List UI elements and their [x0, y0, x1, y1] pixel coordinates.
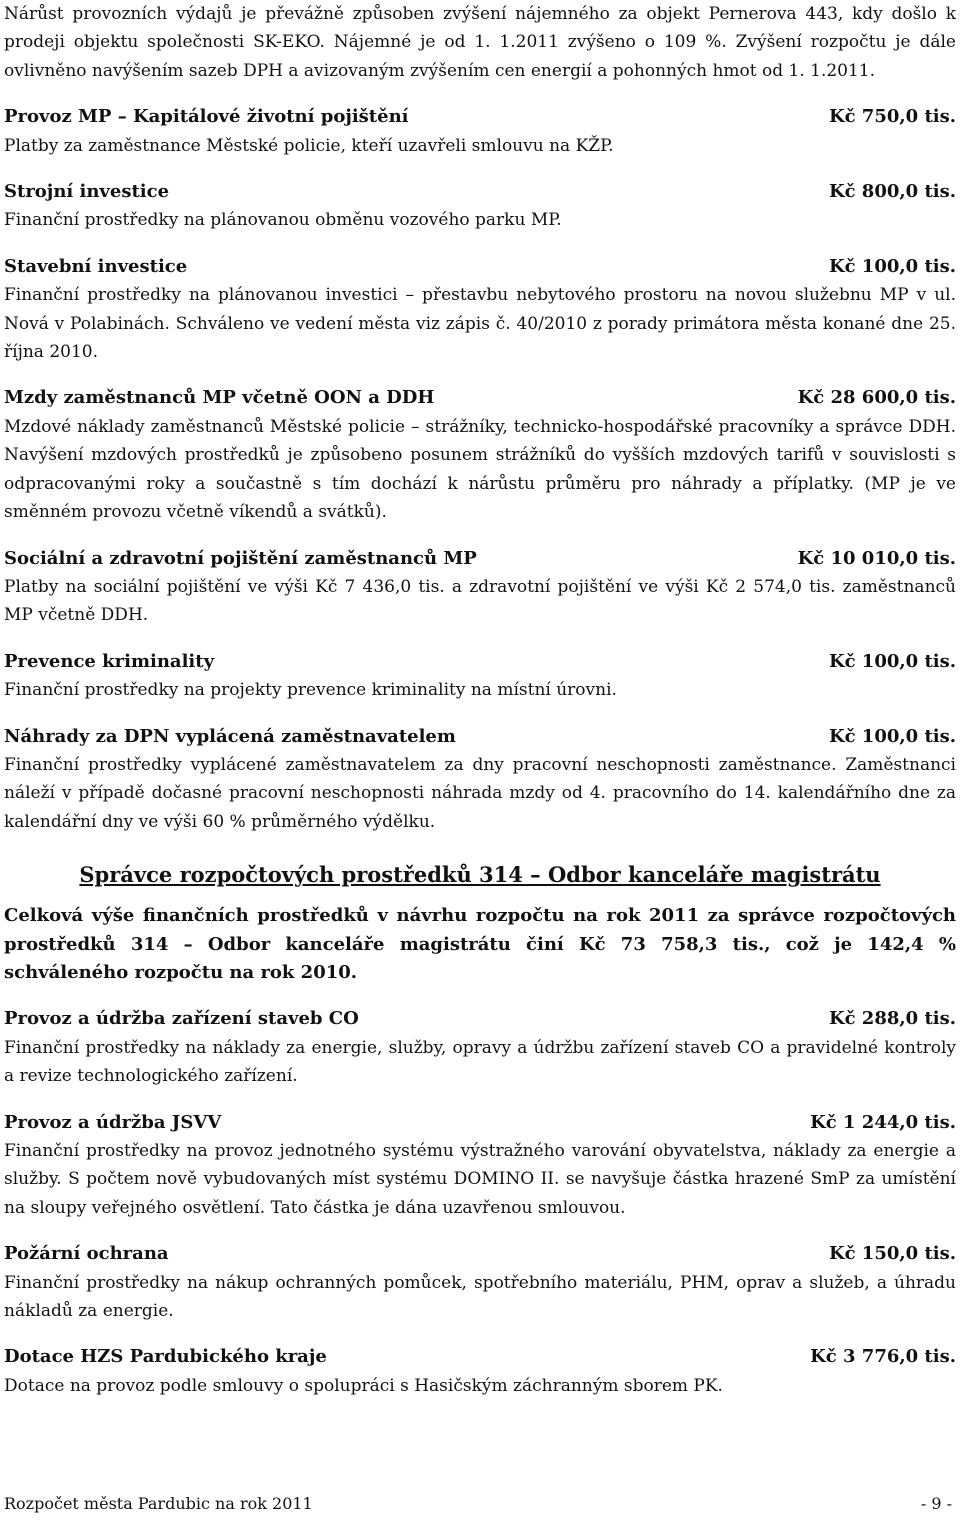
spacer [4, 987, 956, 1005]
item-title: Provoz a údržba JSVV [4, 1111, 222, 1133]
section-title: Správce rozpočtových prostředků 314 – Odbor kanceláře magistrátu [79, 862, 881, 888]
item-heading [4, 384, 956, 412]
budget-item [4, 178, 956, 235]
item-amount: Kč 3 776,0 tis. [810, 1346, 956, 1368]
spacer [4, 836, 956, 854]
item-amount: Kč 150,0 tis. [828, 1243, 956, 1265]
item-description: Finanční prostředky na projekty prevence kriminality na místní úrovni. [4, 680, 617, 701]
spacer [4, 705, 956, 723]
spacer [4, 1091, 956, 1109]
item-amount: Kč 100,0 tis. [828, 725, 956, 747]
document-page [4, 0, 956, 1400]
item-heading [4, 1240, 956, 1268]
page-number: - 9 - [920, 1494, 952, 1513]
item-title: Mzdy zaměstnanců MP včetně OON a DDH [4, 387, 435, 409]
item-amount: Kč 800,0 tis. [828, 181, 956, 203]
section-summary: Celková výše finančních prostředků v návrhu rozpočtu na rok 2011 za správce rozpočtových prostředků 314 – Odbor kanceláře magistrátu činí Kč 73 758,3 tis., což je 142,4 % schváleného rozpočtu na rok 2010. [4, 905, 956, 983]
item-amount: Kč 100,0 tis. [828, 650, 956, 672]
item-amount: Kč 100,0 tis. [828, 255, 956, 277]
item-heading [4, 648, 956, 676]
item-title: Dotace HZS Pardubického kraje [4, 1346, 327, 1368]
budget-item [4, 1240, 956, 1325]
item-title: Stavební investice [4, 255, 188, 277]
item-heading [4, 253, 956, 281]
item-heading [4, 1005, 956, 1033]
item-description: Finanční prostředky na nákup ochranných pomůcek, spotřebního materiálu, PHM, oprav a služeb, a úhradu nákladů za energie. [4, 1272, 956, 1322]
item-title: Prevence kriminality [4, 650, 215, 672]
item-description: Finanční prostředky na provoz jednotného systému výstražného varování obyvatelstva, náklady za energie a služby. S počtem nově vybudovaných míst systému DOMINO II. se navyšuje částka hrazené SmP za umístění na sloupy veřejného osvětlení. Tato částka je dána uzavřenou smlouvou. [4, 1141, 956, 1218]
item-description: Finanční prostředky na plánovanou obměnu vozového parku MP. [4, 210, 562, 231]
item-title: Sociální a zdravotní pojištění zaměstnanců MP [4, 547, 477, 569]
item-heading [4, 545, 956, 573]
item-amount: Kč 1 244,0 tis. [810, 1111, 956, 1133]
item-description: Finanční prostředky vyplácené zaměstnavatelem za dny pracovní neschopnosti zaměstnance. Zaměstnanci náleží v případě dočasné pracovní neschopnosti náhrada mzdy od 4. pracovního do 14. kalendářního dne za kalendářní dny ve výši 60 % průměrného výdělku. [4, 754, 956, 832]
budget-item [4, 1005, 956, 1090]
item-heading [4, 1109, 956, 1137]
budget-item [4, 648, 956, 705]
budget-item [4, 253, 956, 367]
budget-item [4, 103, 956, 160]
item-title: Náhrady za DPN vyplácená zaměstnavatelem [4, 725, 456, 747]
item-heading [4, 723, 956, 751]
spacer [4, 527, 956, 545]
budget-item [4, 384, 956, 526]
spacer [4, 235, 956, 253]
spacer [4, 366, 956, 384]
item-description: Platby na sociální pojištění ve výši Kč 7 436,0 tis. a zdravotní pojištění ve výši Kč 2 574,0 tis. zaměstnanců MP včetně DDH. [4, 576, 956, 626]
item-description: Finanční prostředky na plánovanou investici – přestavbu nebytového prostoru na novou služebnu MP v ul. Nová v Polabinách. Schváleno ve vedení města viz zápis č. 40/2010 z porady primátora města konané dne 25. října 2010. [4, 285, 956, 363]
item-title: Provoz a údržba zařízení staveb CO [4, 1008, 359, 1030]
budget-item [4, 1343, 956, 1400]
footer-title: Rozpočet města Pardubic na rok 2011 [4, 1494, 313, 1513]
item-title: Požární ochrana [4, 1243, 169, 1265]
item-description: Platby za zaměstnance Městské policie, kteří uzavřeli smlouvu na KŽP. [4, 135, 614, 156]
intro-paragraph: Nárůst provozních výdajů je převážně způsoben zvýšení nájemného za objekt Pernerova 443, kdy došlo k prodeji objektu společnosti SK-EKO. Nájemné je od 1. 1.2011 zvýšeno o 109 %. Zvýšení rozpočtu je dále ovlivněno navýšením sazeb DPH a avizovaným zvýšením cen energií a pohonných hmot od 1. 1.2011. [4, 4, 956, 81]
item-amount: Kč 288,0 tis. [828, 1008, 956, 1030]
page-footer [4, 1492, 952, 1516]
item-heading [4, 103, 956, 131]
item-title: Strojní investice [4, 181, 170, 203]
item-heading [4, 1343, 956, 1371]
budget-item [4, 545, 956, 630]
item-amount: Kč 10 010,0 tis. [797, 547, 956, 569]
item-description: Mzdové náklady zaměstnanců Městské policie – strážníky, technicko-hospodářské pracovníky a správce DDH. Navýšení mzdových prostředků je způsobeno posunem strážníků do vyšších mzdových tarifů v souvislosti s odpracovanými roky a součastně s tím dochází k nárůstu průměru pro náhrady a příplatky. (MP je ve směnném provozu včetně víkendů a svátků). [4, 416, 956, 523]
item-amount: Kč 28 600,0 tis. [797, 387, 956, 409]
spacer [4, 1325, 956, 1343]
item-amount: Kč 750,0 tis. [828, 106, 956, 128]
item-title: Provoz MP – Kapitálové životní pojištění [4, 106, 409, 128]
spacer [4, 630, 956, 648]
item-description: Dotace na provoz podle smlouvy o spolupráci s Hasičským záchranným sborem PK. [4, 1375, 723, 1396]
budget-item [4, 723, 956, 837]
item-heading [4, 178, 956, 206]
spacer [4, 1222, 956, 1240]
item-description: Finanční prostředky na náklady za energie, služby, opravy a údržbu zařízení staveb CO a pravidelné kontroly a revize technologického zařízení. [4, 1037, 956, 1087]
budget-item [4, 1109, 956, 1223]
spacer [4, 85, 956, 103]
spacer [4, 160, 956, 178]
